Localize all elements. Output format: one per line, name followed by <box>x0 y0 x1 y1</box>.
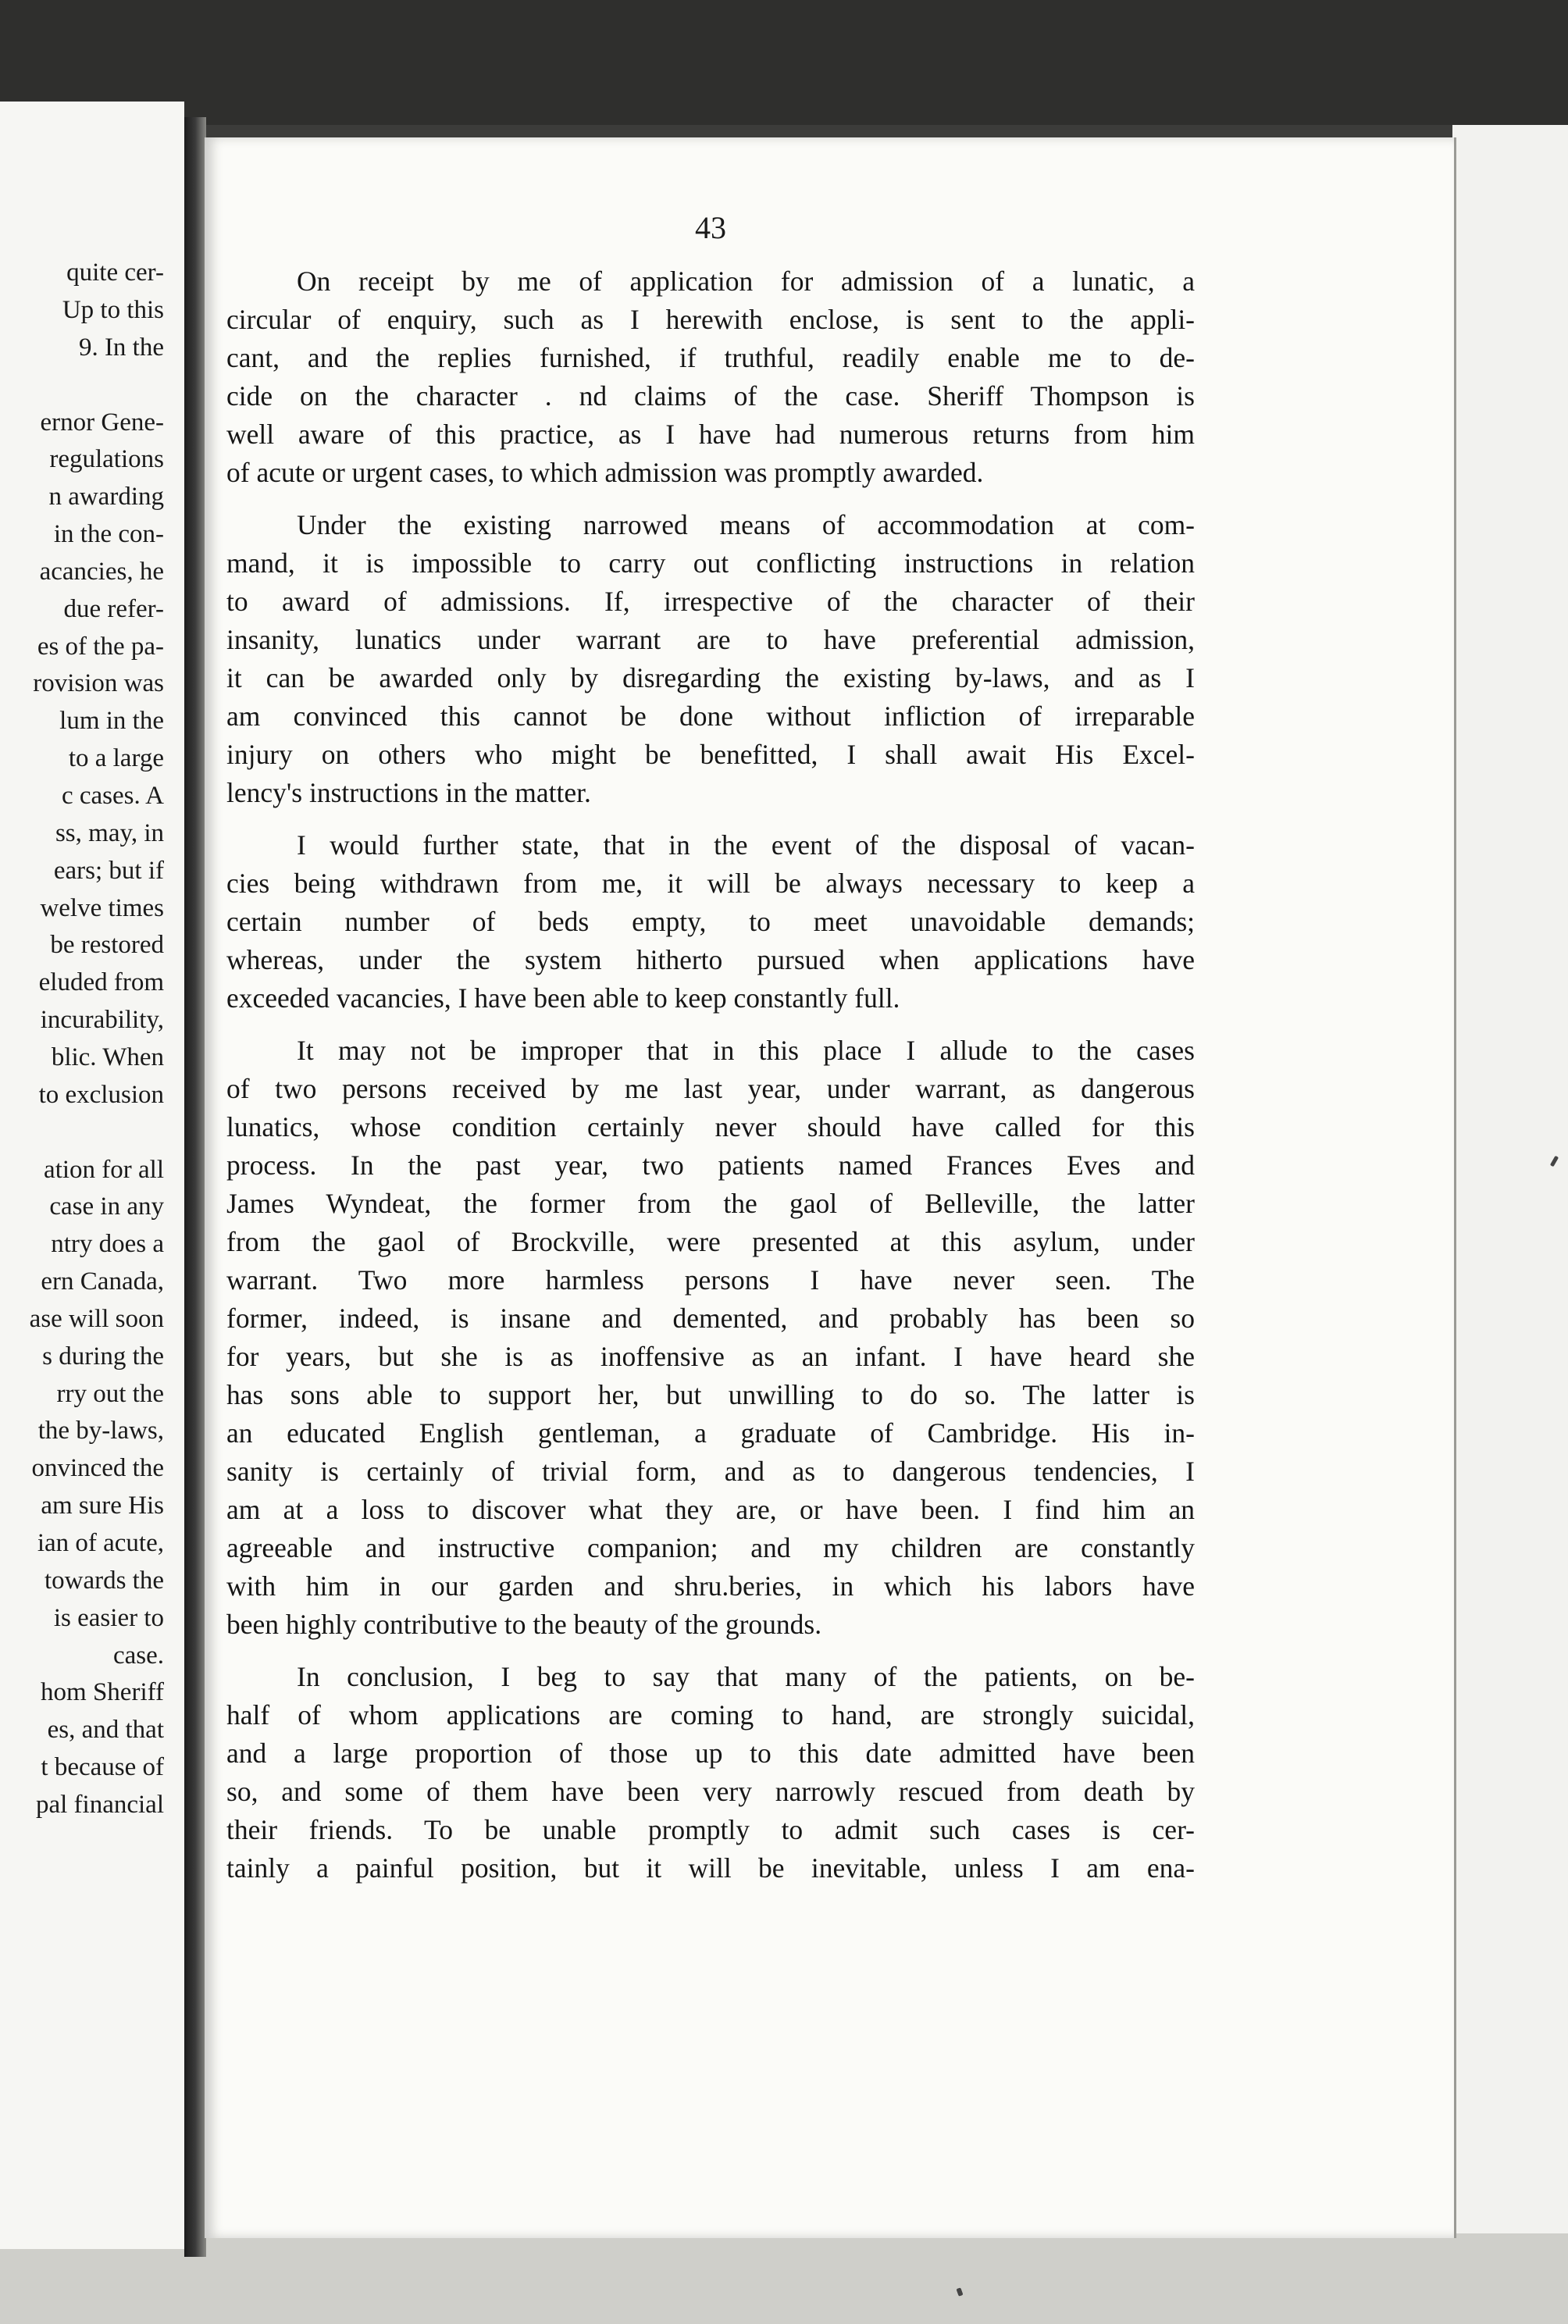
left-page-line: s during the <box>42 1342 164 1371</box>
left-page-line: incurability, <box>40 1006 164 1035</box>
left-page-line: Up to this <box>62 295 164 324</box>
left-page-line: quite cer- <box>66 258 164 287</box>
left-page-line: ian of acute, <box>37 1529 164 1557</box>
text-line: with him in our garden and shru.beries, in which his labors have <box>226 1570 1195 1602</box>
text-line: On receipt by me of application for admission of a lunatic, a <box>297 266 1195 297</box>
text-line: James Wyndeat, the former from the gaol of Belleville, the latter <box>226 1188 1195 1219</box>
text-line: cide on the character . nd claims of the case. Sheriff Thompson is <box>226 380 1195 412</box>
left-page-line: case in any <box>49 1192 164 1221</box>
text-line: to award of admissions. If, irrespective of the character of their <box>226 586 1195 617</box>
left-page-line: to a large <box>68 744 164 773</box>
page-number: 43 <box>695 210 726 245</box>
text-line: sanity is certainly of trivial form, and as to dangerous tendencies, I <box>226 1456 1195 1487</box>
text-line: cant, and the replies furnished, if truthful, readily enable me to de- <box>226 342 1195 373</box>
text-line: process. In the past year, two patients named Frances Eves and <box>226 1150 1195 1181</box>
text-line: Under the existing narrowed means of accommodation at com- <box>297 509 1195 540</box>
book-gutter <box>184 117 206 2257</box>
text-line: I would further state, that in the event of the disposal of vacan- <box>297 829 1195 861</box>
left-page-line: ernor Gene- <box>40 408 164 437</box>
left-page-line: pal financial <box>35 1790 164 1819</box>
text-line: injury on others who might be benefitted, I shall await His Excel- <box>226 739 1195 770</box>
text-line: lency's instructions in the matter. <box>226 777 591 808</box>
left-page-line: ation for all <box>44 1155 164 1184</box>
text-line: cies being withdrawn from me, it will be always necessary to keep a <box>226 868 1195 899</box>
left-page-line: to exclusion <box>38 1080 164 1109</box>
text-line: whereas, under the system hitherto pursued when applications have <box>226 944 1195 975</box>
left-page-line: case. <box>112 1641 164 1670</box>
left-page-line: regulations <box>49 445 164 474</box>
scan-right-edge <box>1452 125 1568 2233</box>
left-page-line: 9. In the <box>78 333 164 362</box>
left-page-line: lum in the <box>59 707 164 736</box>
left-page-line: welve times <box>40 893 164 922</box>
left-page-line: rovision was <box>33 669 164 698</box>
text-line: tainly a painful position, but it will be inevitable, unless I am ena- <box>226 1852 1195 1884</box>
left-page-line: acancies, he <box>39 557 164 586</box>
paragraph <box>226 1032 1195 1644</box>
text-line: for years, but she is as inoffensive as an infant. I have heard she <box>226 1341 1195 1372</box>
text-line: half of whom applications are coming to hand, are strongly suicidal, <box>226 1699 1195 1731</box>
left-page-line: t because of <box>41 1753 164 1782</box>
left-page-line: ern Canada, <box>41 1267 164 1296</box>
text-line: agreeable and instructive companion; and my children are constantly <box>226 1532 1195 1563</box>
left-page-line: ntry does a <box>51 1230 164 1259</box>
text-line: warrant. Two more harmless persons I have never seen. The <box>226 1264 1195 1296</box>
scan-top-band <box>0 0 1568 125</box>
text-line: exceeded vacancies, I have been able to keep constantly full. <box>226 982 900 1014</box>
paragraph-gap <box>226 812 1195 826</box>
left-page-line: es of the pa- <box>37 632 164 661</box>
text-line: am convinced this cannot be done without infliction of irreparable <box>226 700 1195 732</box>
left-page-line: ase will soon <box>29 1304 164 1333</box>
text-line: of acute or urgent cases, to which admission was promptly awarded. <box>226 457 984 488</box>
text-line: has sons able to support her, but unwilling to do so. The latter is <box>226 1379 1195 1410</box>
left-page-line: rry out the <box>56 1379 164 1408</box>
left-page-line: blic. When <box>51 1043 164 1071</box>
left-page-line: c cases. A <box>61 781 164 810</box>
paragraph <box>226 826 1195 1018</box>
left-page-sliver <box>0 102 184 2249</box>
left-page-line: ears; but if <box>53 856 164 885</box>
left-page-line: towards the <box>44 1566 164 1595</box>
paragraph-gap <box>226 1644 1195 1658</box>
left-page-line: eluded from <box>38 968 164 997</box>
text-line: well aware of this practice, as I have had numerous returns from him <box>226 419 1195 450</box>
left-page-line: is easier to <box>53 1603 164 1632</box>
paragraph-gap <box>226 492 1195 506</box>
left-page-line: es, and that <box>47 1716 164 1745</box>
body-text <box>226 262 1195 1887</box>
text-line: certain number of beds empty, to meet unavoidable demands; <box>226 906 1195 937</box>
left-page-line: due refer- <box>63 594 164 623</box>
paragraph-gap <box>226 1018 1195 1032</box>
scan-bottom-band <box>0 2233 1568 2324</box>
left-page-line: onvinced the <box>31 1454 164 1483</box>
text-line: their friends. To be unable promptly to admit such cases is cer- <box>226 1814 1195 1845</box>
left-page-line: ss, may, in <box>55 818 164 847</box>
text-line: so, and some of them have been very narrowly rescued from death by <box>226 1776 1195 1807</box>
left-page-gap <box>0 1114 164 1152</box>
text-line: insanity, lunatics under warrant are to have preferential admission, <box>226 624 1195 655</box>
left-page-line: n awarding <box>48 483 164 511</box>
paragraph <box>226 506 1195 812</box>
paragraph <box>226 1658 1195 1887</box>
paragraph <box>226 262 1195 492</box>
left-page-gap <box>0 367 164 405</box>
left-page-text <box>0 255 164 1824</box>
text-line: it can be awarded only by disregarding the existing by-laws, and as I <box>226 662 1195 693</box>
text-line: am at a loss to discover what they are, or have been. I find him an <box>226 1494 1195 1525</box>
text-line: been highly contributive to the beauty of the grounds. <box>226 1609 822 1640</box>
text-line: an educated English gentleman, a graduate of Cambridge. His in- <box>226 1417 1195 1449</box>
left-page-line: hom Sheriff <box>41 1678 164 1707</box>
text-line: circular of enquiry, such as I herewith enclose, is sent to the appli- <box>226 304 1195 335</box>
text-line: lunatics, whose condition certainly never should have called for this <box>226 1111 1195 1142</box>
text-line: from the gaol of Brockville, were presented at this asylum, under <box>226 1226 1195 1257</box>
left-page-line: in the con- <box>53 520 164 549</box>
left-page-line: the by-laws, <box>37 1417 164 1445</box>
text-line: In conclusion, I beg to say that many of the patients, on be- <box>297 1661 1195 1692</box>
text-line: of two persons received by me last year, under warrant, as dangerous <box>226 1073 1195 1104</box>
text-line: former, indeed, is insane and demented, and probably has been so <box>226 1303 1195 1334</box>
left-page-line: be restored <box>50 931 164 960</box>
left-page-line: am sure His <box>41 1492 164 1520</box>
text-line: mand, it is impossible to carry out conflicting instructions in relation <box>226 547 1195 579</box>
text-line: It may not be improper that in this place I allude to the cases <box>297 1035 1195 1066</box>
text-line: and a large proportion of those up to this date admitted have been <box>226 1738 1195 1769</box>
